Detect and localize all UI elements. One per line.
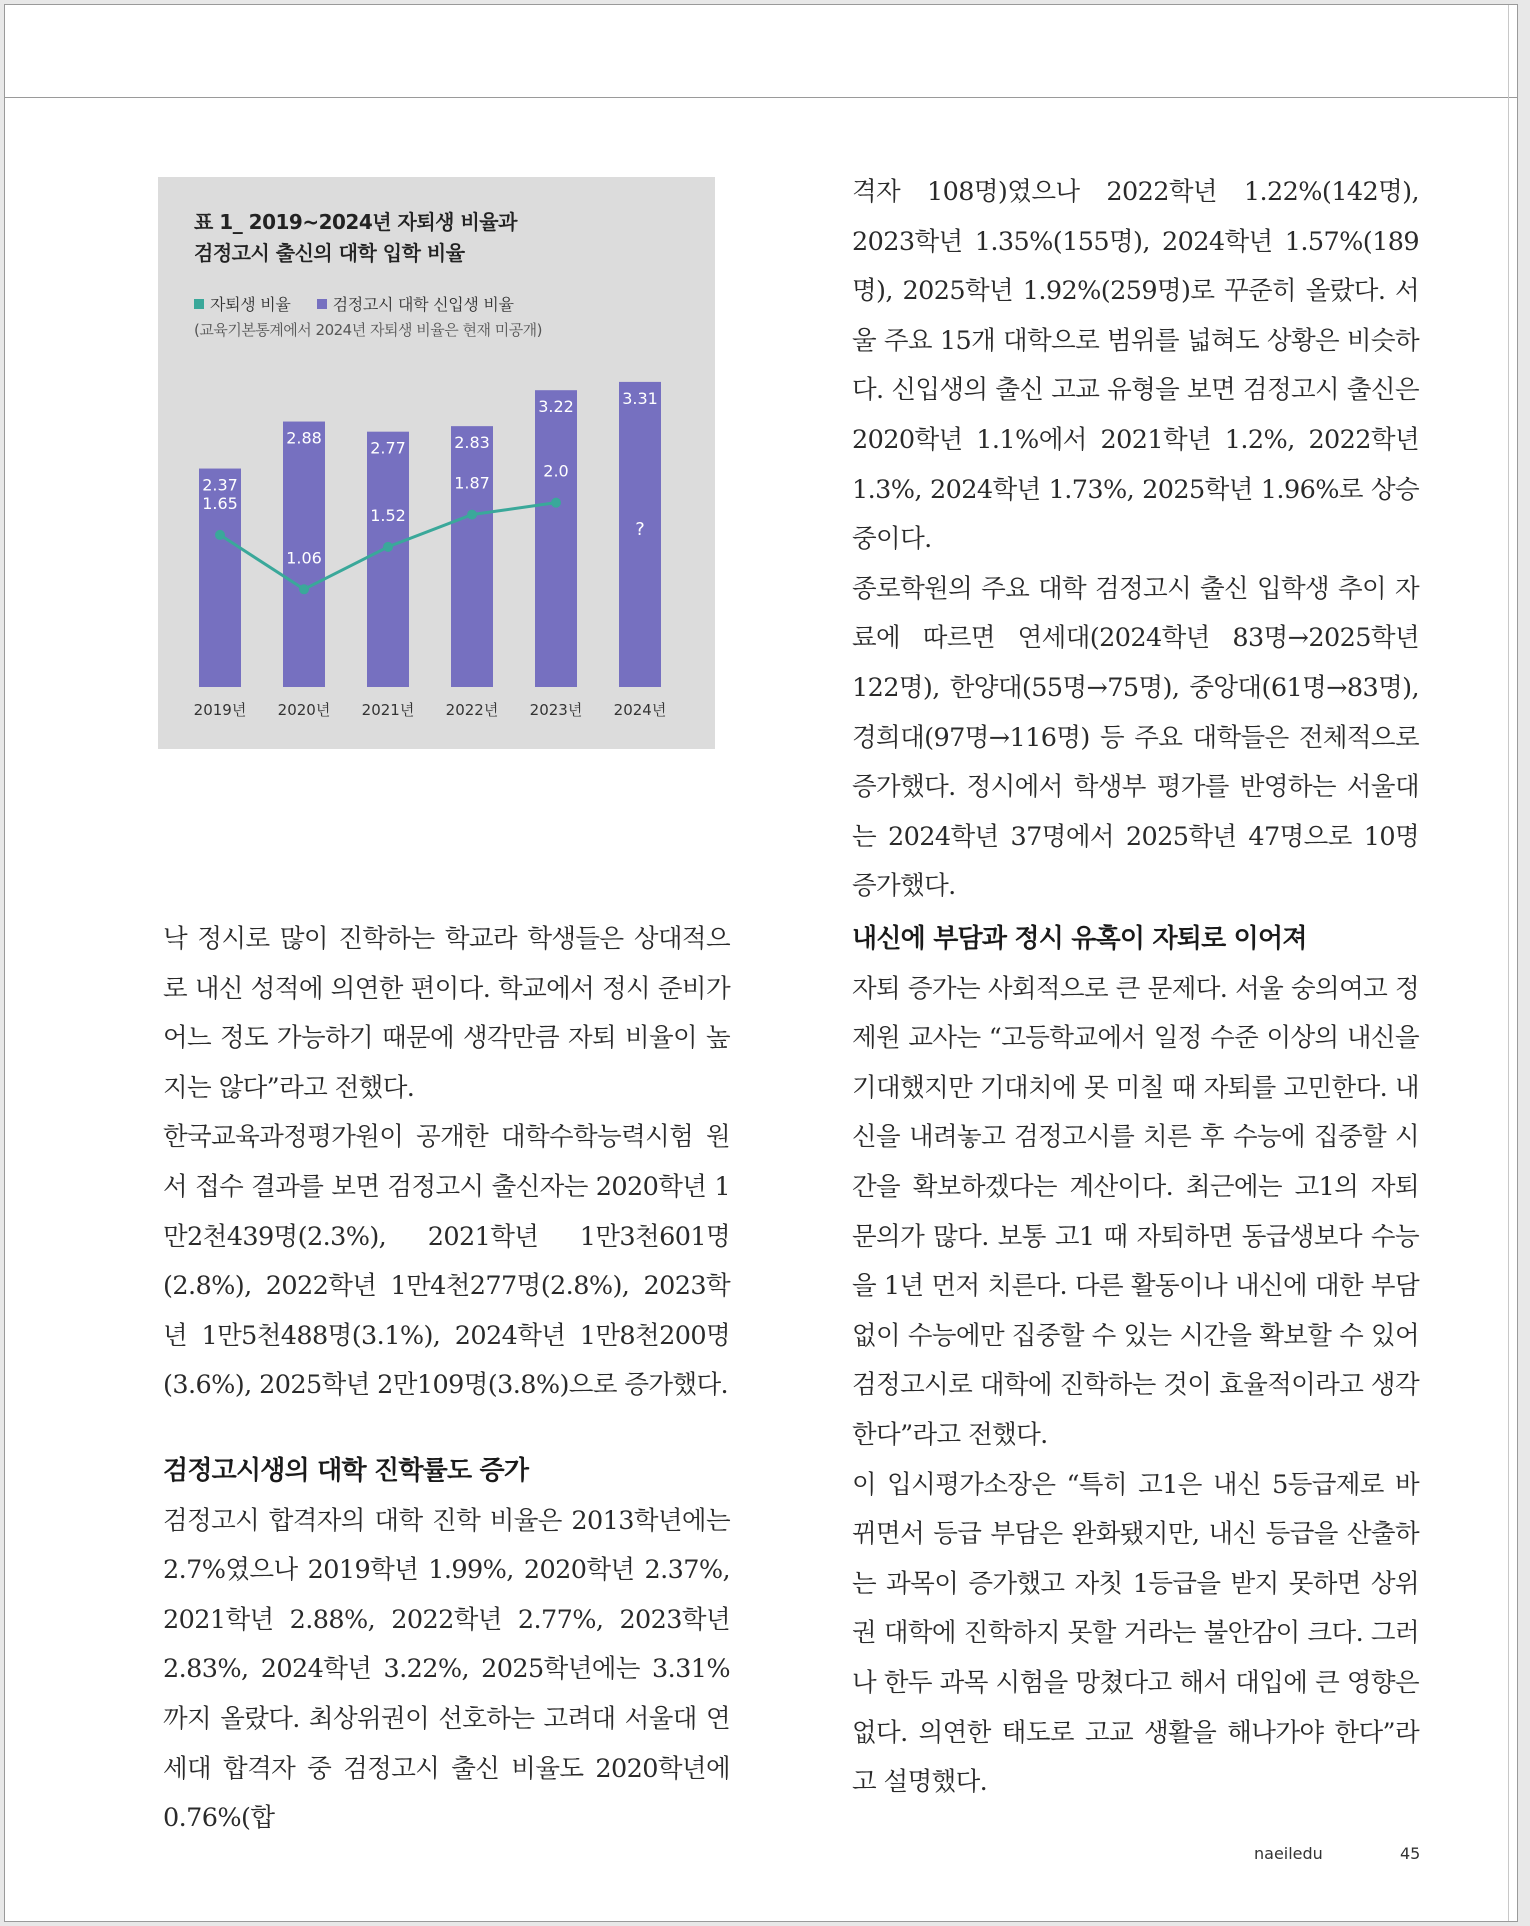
dropout-value-label-5: ? (635, 519, 645, 540)
right-paragraph-4: 이 입시평가소장은 “특히 고1은 내신 5등급제로 바뀌면서 등급 부담은 완화됐지만, 내신 등급을 산출하는 과목이 증가했고 자칫 1등급을 받지 못하면 상위권 대학에 진학하지 못할 거라는 불안감이 크다. 그러나 한두 과목 시험을 망쳤다고 해서 대입에 큰 영향은 없다. 의연한 태도로 고교 생활을 해나가야 한다”라고 설명했다. (852, 1469, 1419, 1798)
left-paragraph-2: 한국교육과정평가원이 공개한 대학수학능력시험 원서 접수 결과를 보면 검정고시 출신자는 2020학년 1만2천439명(2.3%), 2021학년 1만3천601명(2.8%), 2022학년 1만4천277명(2.8%), 2023학년 1만5천488명(3.1%), 2024학년 1만8천200명(3.6%), 2025학년 2만109명(3.8%)으로 증가했다. (163, 1122, 730, 1401)
x-tick-label-5: 2024년 (613, 701, 667, 719)
x-tick-label-3: 2022년 (445, 701, 499, 719)
right-column-bottom (852, 915, 1419, 1808)
x-tick-label-4: 2023년 (529, 701, 583, 719)
right-column-top (852, 168, 1419, 912)
dropout-point-2 (383, 542, 393, 552)
chart-svg (158, 177, 715, 749)
right-paragraph-1: 격자 108명)였으나 2022학년 1.22%(142명), 2023학년 1.35%(155명), 2024학년 1.57%(189명), 2025학년 1.92%(259명)로 꾸준히 올랐다. 서울 주요 15개 대학으로 범위를 넓혀도 상황은 비슷하다. 신입생의 출신 고교 유형을 보면 검정고시 출신은 2020학년 1.1%에서 2021학년 1.2%, 2022학년 1.3%, 2024학년 1.73%, 2025학년 1.96%로 상승 중이다. (852, 177, 1419, 555)
dropout-point-3 (467, 510, 477, 520)
header-rule (5, 97, 1517, 98)
dropout-point-1 (299, 584, 309, 594)
bar-value-label-3: 2.83 (454, 433, 490, 453)
bar-value-label-1: 2.88 (286, 428, 322, 448)
dropout-point-4 (551, 498, 561, 508)
legend-label-dropout: 자퇴생 비율 (210, 295, 291, 314)
right-heading: 내신에 부담과 정시 유혹이 자퇴로 이어져 (852, 924, 1307, 954)
chart-box (158, 177, 715, 749)
footer-brand: naeiledu (1254, 1844, 1323, 1863)
dropout-value-label-0: 1.65 (202, 493, 238, 513)
chart-title-line2: 검정고시 출신의 대학 입학 비율 (194, 241, 465, 265)
bar-value-label-0: 2.37 (202, 475, 238, 495)
bar-value-label-4: 3.22 (538, 397, 574, 417)
bar-value-label-5: 3.31 (622, 388, 658, 408)
page-number: 45 (1400, 1844, 1421, 1863)
dropout-value-label-4: 2.0 (543, 461, 569, 481)
chart-title-line1: 표 1_ 2019~2024년 자퇴생 비율과 (194, 210, 517, 234)
chart-note: (교육기본통계에서 2024년 자퇴생 비율은 현재 미공개) (194, 321, 543, 339)
dropout-point-0 (215, 530, 225, 540)
left-paragraph-1: 낙 정시로 많이 진학하는 학교라 학생들은 상대적으로 내신 성적에 의연한 편이다. 학교에서 정시 준비가 어느 정도 가능하기 때문에 생각만큼 자퇴 비율이 높지는 않다”라고 전했다. (163, 924, 730, 1103)
bar-4 (535, 390, 577, 687)
dropout-value-label-3: 1.87 (454, 473, 490, 493)
page-edge (1508, 5, 1509, 1921)
bar-3 (451, 426, 493, 687)
left-heading: 검정고시생의 대학 진학률도 증가 (163, 1455, 529, 1486)
left-paragraph-3: 검정고시 합격자의 대학 진학 비율은 2013학년에는 2.7%였으나 2019학년 1.99%, 2020학년 2.37%, 2021학년 2.88%, 2022학년 2.77%, 2023학년 2.83%, 2024학년 3.22%, 2025학년에는 3.31%까지 올랐다. 최상위권이 선호하는 고려대 서울대 연세대 합격자 중 검정고시 출신 비율도 2020학년에 0.76%(합 (163, 1505, 730, 1834)
bar-2 (367, 432, 409, 687)
dropout-value-label-2: 1.52 (370, 505, 406, 525)
left-column (163, 915, 730, 1844)
x-tick-label-0: 2019년 (193, 701, 247, 719)
bar-value-label-2: 2.77 (370, 438, 406, 458)
right-paragraph-2: 종로학원의 주요 대학 검정고시 출신 입학생 추이 자료에 따르면 연세대(2024학년 83명→2025학년 122명), 한양대(55명→75명), 중앙대(61명→83명), 경희대(97명→116명) 등 주요 대학들은 전체적으로 증가했다. 정시에서 학생부 평가를 반영하는 서울대는 2024학년 37명에서 2025학년 47명으로 10명 증가했다. (852, 573, 1419, 902)
x-tick-label-1: 2020년 (277, 701, 331, 719)
right-paragraph-3: 자퇴 증가는 사회적으로 큰 문제다. 서울 숭의여고 정제원 교사는 “고등학교에서 일정 수준 이상의 내신을 기대했지만 기대치에 못 미칠 때 자퇴를 고민한다. 내신을 내려놓고 검정고시를 치른 후 수능에 집중할 시간을 확보하겠다는 계산이다. 최근에는 고1의 자퇴 문의가 많다. 보통 고1 때 자퇴하면 동급생보다 수능을 1년 먼저 치른다. 다른 활동이나 내신에 대한 부담 없이 수능에만 집중할 수 있는 시간을 확보할 수 있어 검정고시로 대학에 진학하는 것이 효율적이라고 생각한다”라고 전했다. (852, 973, 1419, 1450)
dropout-value-label-1: 1.06 (286, 548, 322, 568)
x-tick-label-2: 2021년 (361, 701, 415, 719)
legend-label-exam: 검정고시 대학 신입생 비율 (332, 295, 514, 314)
